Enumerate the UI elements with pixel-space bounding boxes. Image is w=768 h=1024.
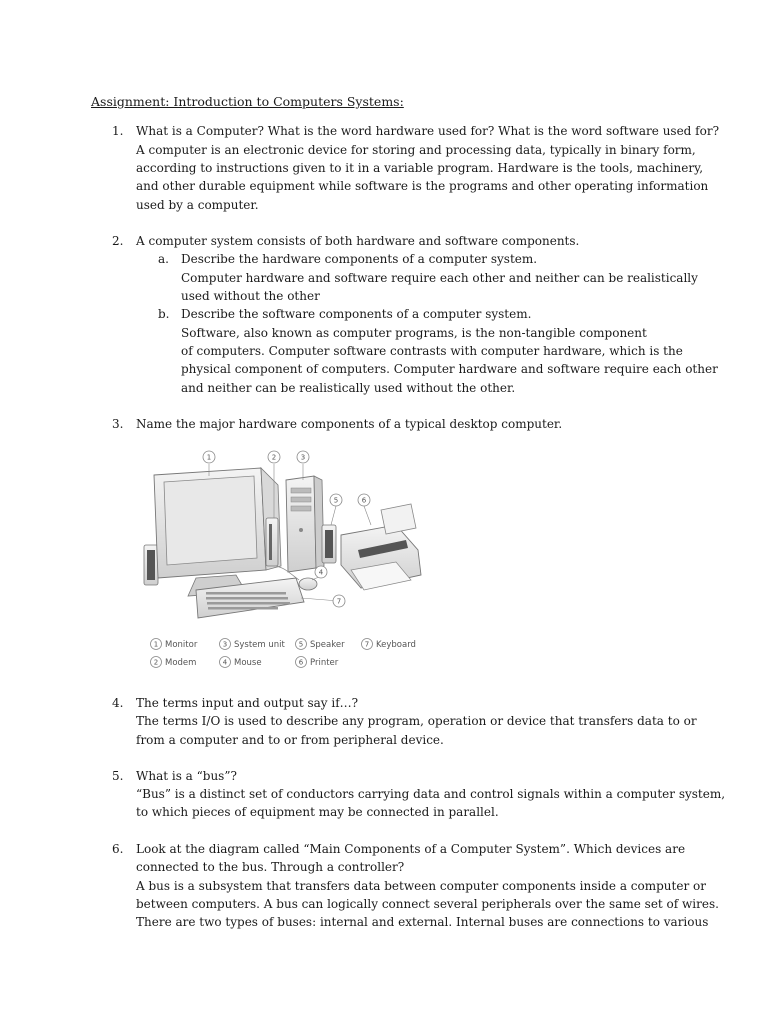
q2-b-answer-line: physical component of computers. Computer hardware and software require each other bbox=[181, 362, 718, 376]
q4-answer-line: from a computer and to or from peripheral device. bbox=[136, 733, 444, 747]
callout-2: 2 bbox=[271, 453, 277, 462]
q1-answer-line: used by a computer. bbox=[136, 198, 259, 212]
q2-question: A computer system consists of both hardware and software components. bbox=[136, 234, 580, 248]
right-speaker bbox=[322, 525, 336, 563]
legend-mouse: Mouse bbox=[234, 658, 262, 668]
q4-answer-line: The terms I/O is used to describe any program, operation or device that transfers data to or bbox=[136, 714, 697, 728]
q6-question-line: Look at the diagram called “Main Components of a Computer System”. Which devices are bbox=[136, 842, 686, 856]
callout-4: 4 bbox=[318, 568, 324, 577]
svg-text:2: 2 bbox=[153, 658, 159, 667]
q5-number: 5. bbox=[112, 769, 124, 783]
q6-question-line: connected to the bus. Through a controller? bbox=[136, 860, 405, 874]
callout-3: 3 bbox=[300, 453, 306, 462]
callout-5: 5 bbox=[333, 496, 339, 505]
svg-text:6: 6 bbox=[298, 658, 304, 667]
assignment-title: Assignment: Introduction to Computers Systems: bbox=[91, 94, 404, 109]
modem bbox=[266, 518, 278, 566]
legend-keyboard: Keyboard bbox=[376, 640, 416, 650]
q6-answer-line: A bus is a subsystem that transfers data between computer components inside a computer or bbox=[136, 879, 706, 893]
callout-7: 7 bbox=[336, 597, 342, 606]
svg-text:4: 4 bbox=[222, 658, 228, 667]
q5-question: What is a “bus”? bbox=[136, 769, 237, 783]
q2-b-answer-line: of computers. Computer software contrasts with computer hardware, which is the bbox=[181, 344, 683, 358]
q2-a-answer-line: Computer hardware and software require each other and neither can be realistically bbox=[181, 271, 698, 285]
q1-answer-line: and other durable equipment while software is the programs and other operating information bbox=[136, 179, 709, 193]
q1-number: 1. bbox=[112, 124, 124, 138]
left-speaker bbox=[144, 545, 158, 585]
svg-text:7: 7 bbox=[364, 640, 370, 649]
system-unit bbox=[286, 476, 324, 572]
desktop-computer-figure bbox=[136, 440, 426, 675]
q2-number: 2. bbox=[112, 234, 124, 248]
svg-text:1: 1 bbox=[153, 640, 159, 649]
q6-number: 6. bbox=[112, 842, 124, 856]
q2-b-question: Describe the software components of a computer system. bbox=[181, 307, 532, 321]
q1-answer-line: according to instructions given to it in a variable program. Hardware is the tools, machinery, bbox=[136, 161, 704, 175]
svg-text:3: 3 bbox=[222, 640, 228, 649]
q3-number: 3. bbox=[112, 417, 124, 431]
legend-modem: Modem bbox=[165, 658, 197, 668]
printer bbox=[341, 504, 421, 590]
q2-b-answer-line: Software, also known as computer programs, is the non-tangible component bbox=[181, 326, 647, 340]
figure-legend bbox=[151, 639, 416, 669]
legend-speaker: Speaker bbox=[310, 640, 345, 650]
q4-question: The terms input and output say if…? bbox=[136, 696, 359, 710]
callout-1: 1 bbox=[206, 453, 212, 462]
q6-answer-line: There are two types of buses: internal and external. Internal buses are connections to various bbox=[136, 915, 709, 929]
q6-answer-line: between computers. A bus can logically connect several peripherals over the same set of wires. bbox=[136, 897, 719, 911]
computer-illustration bbox=[136, 440, 426, 675]
q3-question: Name the major hardware components of a typical desktop computer. bbox=[136, 417, 563, 431]
q2-a-question: Describe the hardware components of a computer system. bbox=[181, 252, 538, 266]
q1-question: What is a Computer? What is the word hardware used for? What is the word software used for? bbox=[136, 124, 720, 138]
q2-a-label: a. bbox=[158, 252, 169, 266]
callout-6: 6 bbox=[361, 496, 367, 505]
legend-monitor: Monitor bbox=[165, 640, 198, 650]
q5-answer-line: “Bus” is a distinct set of conductors carrying data and control signals within a computer system, bbox=[136, 787, 726, 801]
q2-b-label: b. bbox=[158, 307, 170, 321]
q1-answer-line: A computer is an electronic device for storing and processing data, typically in binary form, bbox=[136, 143, 696, 157]
q2-a-answer-line: used without the other bbox=[181, 289, 320, 303]
q5-answer-line: to which pieces of equipment may be connected in parallel. bbox=[136, 805, 499, 819]
q2-b-answer-line: and neither can be realistically used without the other. bbox=[181, 381, 516, 395]
legend-printer: Printer bbox=[310, 658, 339, 668]
svg-text:5: 5 bbox=[298, 640, 304, 649]
monitor bbox=[154, 468, 281, 596]
q4-number: 4. bbox=[112, 696, 124, 710]
legend-system-unit: System unit bbox=[234, 640, 285, 650]
